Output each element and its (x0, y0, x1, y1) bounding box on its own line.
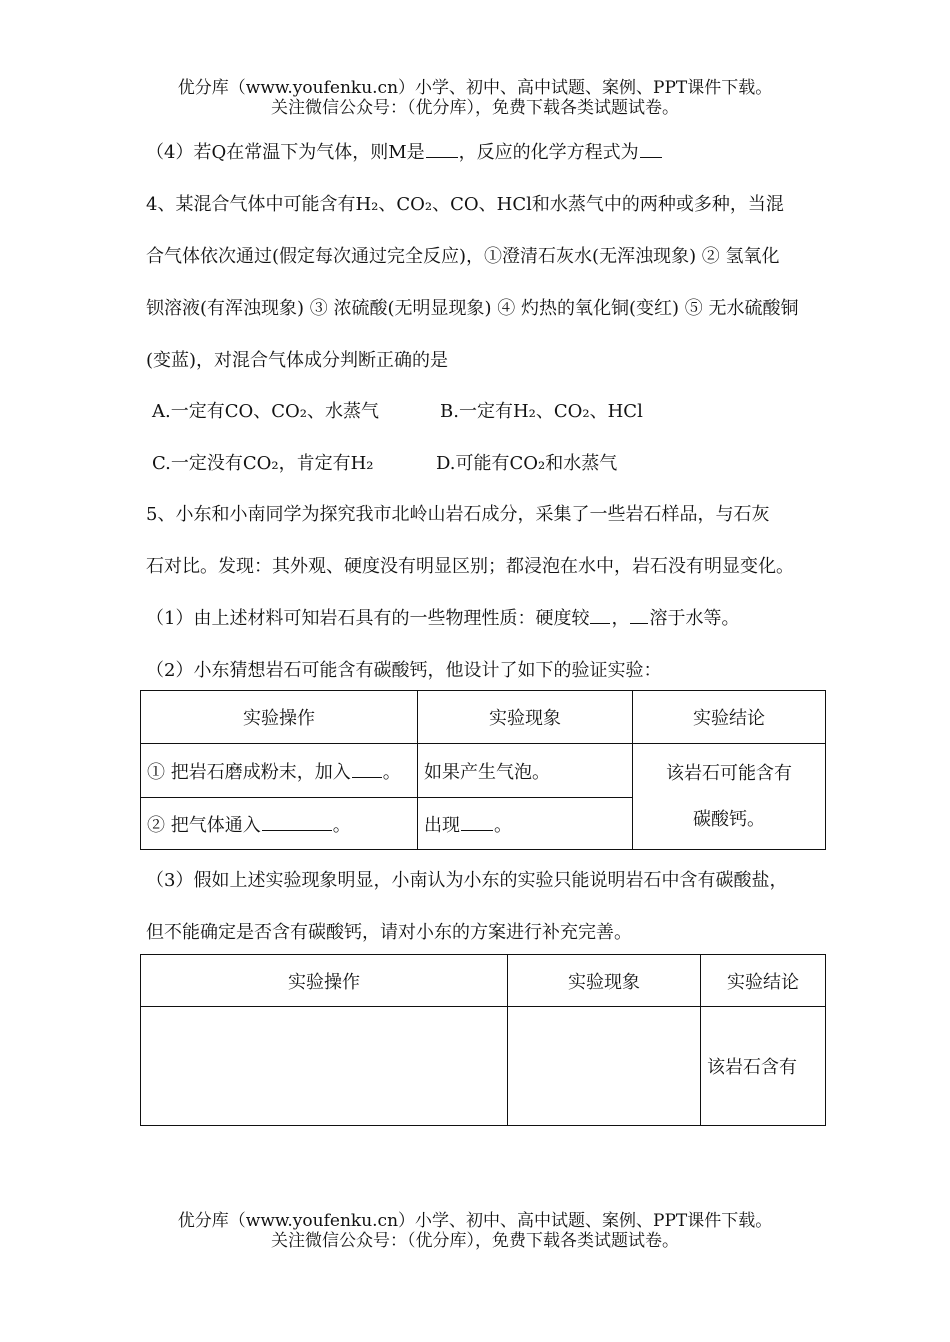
q4-option-b: B.一定有H₂、CO₂、HCl (440, 401, 643, 422)
table2-header-operation: 实验操作 (141, 955, 508, 1007)
table1-row1-phenomenon: 如果产生气泡。 (418, 744, 633, 798)
table2-header-phenomenon: 实验现象 (508, 955, 701, 1007)
table1-conclusion: 该岩石可能含有 碳酸钙。 (633, 744, 826, 850)
q5-part2: （2）小东猜想岩石可能含有碳酸钙，他设计了如下的验证实验： (146, 660, 662, 681)
answer-blank (426, 141, 458, 158)
table2-header-conclusion: 实验结论 (701, 955, 826, 1007)
header-line-2: 关注微信公众号：（优分库），免费下载各类试题试卷。 (271, 98, 679, 118)
table1-header-conclusion: 实验结论 (633, 691, 826, 744)
answer-blank (262, 814, 332, 831)
q5-part3-line-1: （3）假如上述实验现象明显，小南认为小东的实验只能说明岩石中含有碳酸盐， (146, 870, 788, 891)
q4-line-4: (变蓝)，对混合气体成分判断正确的是 (146, 350, 449, 371)
header-line-1: 优分库（www.youfenku.cn）小学、初中、高中试题、案例、PPT课件下载。 (177, 78, 773, 98)
experiment-table-2 (140, 954, 826, 1126)
q4-option-d: D.可能有CO₂和水蒸气 (436, 453, 618, 474)
q3-part4: （4）若Q在常温下为气体，则M是 ，反应的化学方程式为 (146, 138, 663, 164)
q4-option-a: A.一定有CO、CO₂、水蒸气 (152, 401, 379, 422)
q5-line-1: 5、小东和小南同学为探究我市北岭山岩石成分，采集了一些岩石样品，与石灰 (146, 504, 770, 525)
answer-blank (352, 761, 382, 778)
table2-conclusion-cell: 该岩石含有 (701, 1007, 826, 1126)
table1-row2-phenomenon: 出现 。 (418, 798, 633, 850)
q4-line-1: 4、某混合气体中可能含有H₂、CO₂、CO、HCl和水蒸气中的两种或多种，当混 (146, 194, 784, 215)
table1-row1-operation: ① 把岩石磨成粉末，加入 。 (141, 744, 418, 798)
q5-part3-line-2: 但不能确定是否含有碳酸钙，请对小东的方案进行补充完善。 (146, 922, 632, 943)
q5-line-2: 石对比。发现：其外观、硬度没有明显区别；都浸泡在水中，岩石没有明显变化。 (146, 556, 794, 577)
footer-line-1: 优分库（www.youfenku.cn）小学、初中、高中试题、案例、PPT课件下载。 (177, 1211, 773, 1231)
table1-header-phenomenon: 实验现象 (418, 691, 633, 744)
answer-blank (590, 607, 610, 624)
q4-line-2: 合气体依次通过(假定每次通过完全反应)，①澄清石灰水(无浑浊现象) ② 氢氧化 (146, 246, 780, 267)
q4-line-3: 钡溶液(有浑浊现象) ③ 浓硫酸(无明显现象) ④ 灼热的氧化铜(变红) ⑤ 无水硫酸铜 (146, 298, 799, 319)
table2-phenomenon-cell (508, 1007, 701, 1126)
table1-row2-operation: ② 把气体通入 。 (141, 798, 418, 850)
q4-option-c: C.一定没有CO₂，肯定有H₂ (152, 453, 374, 474)
answer-blank (640, 141, 662, 158)
answer-blank (630, 607, 648, 624)
answer-blank (461, 814, 493, 831)
table2-operation-cell (141, 1007, 508, 1126)
experiment-table-1 (140, 690, 826, 850)
q5-part1: （1）由上述材料可知岩石具有的一些物理性质：硬度较 ， 溶于水等。 (146, 608, 740, 629)
footer-line-2: 关注微信公众号：（优分库），免费下载各类试题试卷。 (271, 1231, 679, 1251)
table1-header-operation: 实验操作 (141, 691, 418, 744)
